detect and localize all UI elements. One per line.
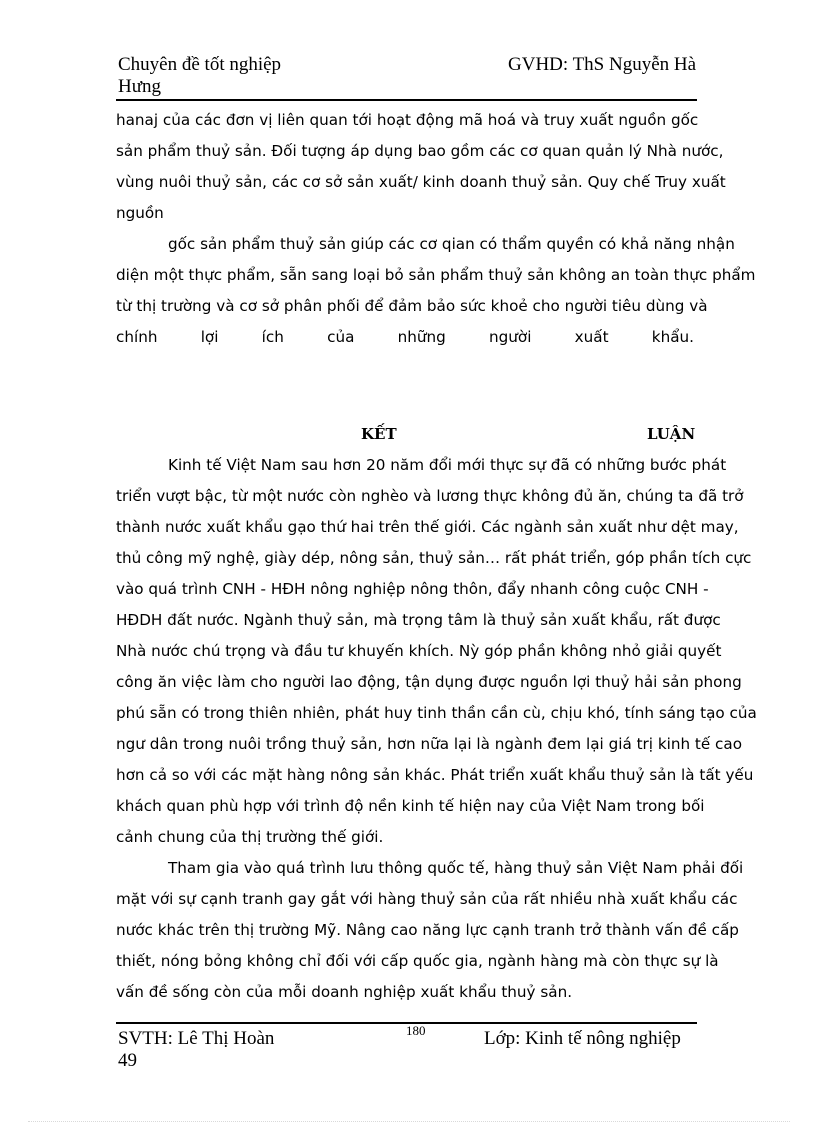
body-line-6: diện một thực phẩm, sẵn sang loại bỏ sản phẩm thuỷ sản không an toàn thực phẩm [116, 266, 756, 284]
heading-right: LUẬN [647, 425, 696, 443]
body-line-15: Nhà nước chú trọng và đầu tư khuyến khích. Nỳ góp phần không nhỏ giải quyết [116, 642, 722, 660]
body-line-9: Kinh tế Việt Nam sau hơn 20 năm đổi mới thực sự đã có những bước phát [168, 456, 727, 474]
page-edge-divider [28, 1121, 790, 1122]
header-rule [116, 99, 697, 101]
body-line-19: hơn cả so với các mặt hàng nông sản khác. Phát triển xuất khẩu thuỷ sản là tất yếu [116, 766, 754, 784]
body-line-23: mặt với sự cạnh tranh gay gắt với hàng thuỷ sản của rất nhiều nhà xuất khẩu các [116, 890, 738, 908]
body-line-21: cảnh chung của thị trường thế giới. [116, 828, 384, 846]
body-line-11: thành nước xuất khẩu gạo thứ hai trên thế giới. Các ngành sản xuất như dệt may, [116, 518, 739, 536]
body-line-1: hanaj của các đơn vị liên quan tới hoạt động mã hoá và truy xuất nguồn gốc [116, 111, 699, 129]
body-line-5: gốc sản phẩm thuỷ sản giúp các cơ qian có thẩm quyền có khả năng nhận [168, 235, 735, 253]
body-line-10: triển vượt bậc, từ một nước còn nghèo và lương thực không đủ ăn, chúng ta đã trở [116, 487, 744, 505]
body-line-12: thủ công mỹ nghệ, giày dép, nông sản, thuỷ sản… rất phát triển, góp phần tích cực [116, 549, 752, 567]
body-line-13: vào quá trình CNH - HĐH nông nghiệp nông thôn, đẩy nhanh công cuộc CNH - [116, 580, 709, 598]
body-line-20: khách quan phù hợp với trình độ nền kinh tế hiện nay của Việt Nam trong bối [116, 797, 705, 815]
body-line-14: HĐDH đất nước. Ngành thuỷ sản, mà trọng tâm là thuỷ sản xuất khẩu, rất được [116, 611, 721, 629]
body-line-24: nước khác trên thị trường Mỹ. Nâng cao năng lực cạnh tranh trở thành vấn đề cấp [116, 921, 739, 939]
page-number: 180 [406, 1023, 426, 1038]
body-line-26: vấn đề sống còn của mỗi doanh nghiệp xuất khẩu thuỷ sản. [116, 983, 573, 1001]
body-line-22: Tham gia vào quá trình lưu thông quốc tế, hàng thuỷ sản Việt Nam phải đối [168, 859, 744, 877]
header-left-line1: Chuyên đề tốt nghiệp [118, 54, 282, 75]
header-right: GVHD: ThS Nguyễn Hà [508, 54, 697, 75]
body-line-3: vùng nuôi thuỷ sản, các cơ sở sản xuất/ kinh doanh thuỷ sản. Quy chế Truy xuất [116, 173, 726, 191]
body-line-18: ngư dân trong nuôi trồng thuỷ sản, hơn nữa lại là ngành đem lại giá trị kinh tế cao [116, 735, 742, 753]
body-line-17: phú sẵn có trong thiên nhiên, phát huy tinh thần cần cù, chịu khó, tính sáng tạo của [116, 704, 757, 722]
heading-left: KẾT [361, 425, 397, 443]
body-line-4: nguồn [116, 204, 164, 222]
body-line-8: chính lợi ích của những người xuất khẩu. [116, 328, 694, 346]
footer-left-line1: SVTH: Lê Thị Hoàn [118, 1028, 275, 1049]
body-line-7: từ thị trường và cơ sở phân phối để đảm bảo sức khoẻ cho người tiêu dùng và [116, 297, 708, 315]
footer-right: Lớp: Kinh tế nông nghiệp [484, 1028, 681, 1049]
header-left-line2: Hưng [118, 76, 162, 97]
body-line-16: công ăn việc làm cho người lao động, tận dụng được nguồn lợi thuỷ hải sản phong [116, 673, 742, 691]
body-line-2: sản phẩm thuỷ sản. Đối tượng áp dụng bao gồm các cơ quan quản lý Nhà nước, [116, 142, 724, 160]
body-line-25: thiết, nóng bỏng không chỉ đối với cấp quốc gia, ngành hàng mà còn thực sự là [116, 952, 719, 970]
footer-left-line2: 49 [118, 1050, 137, 1071]
